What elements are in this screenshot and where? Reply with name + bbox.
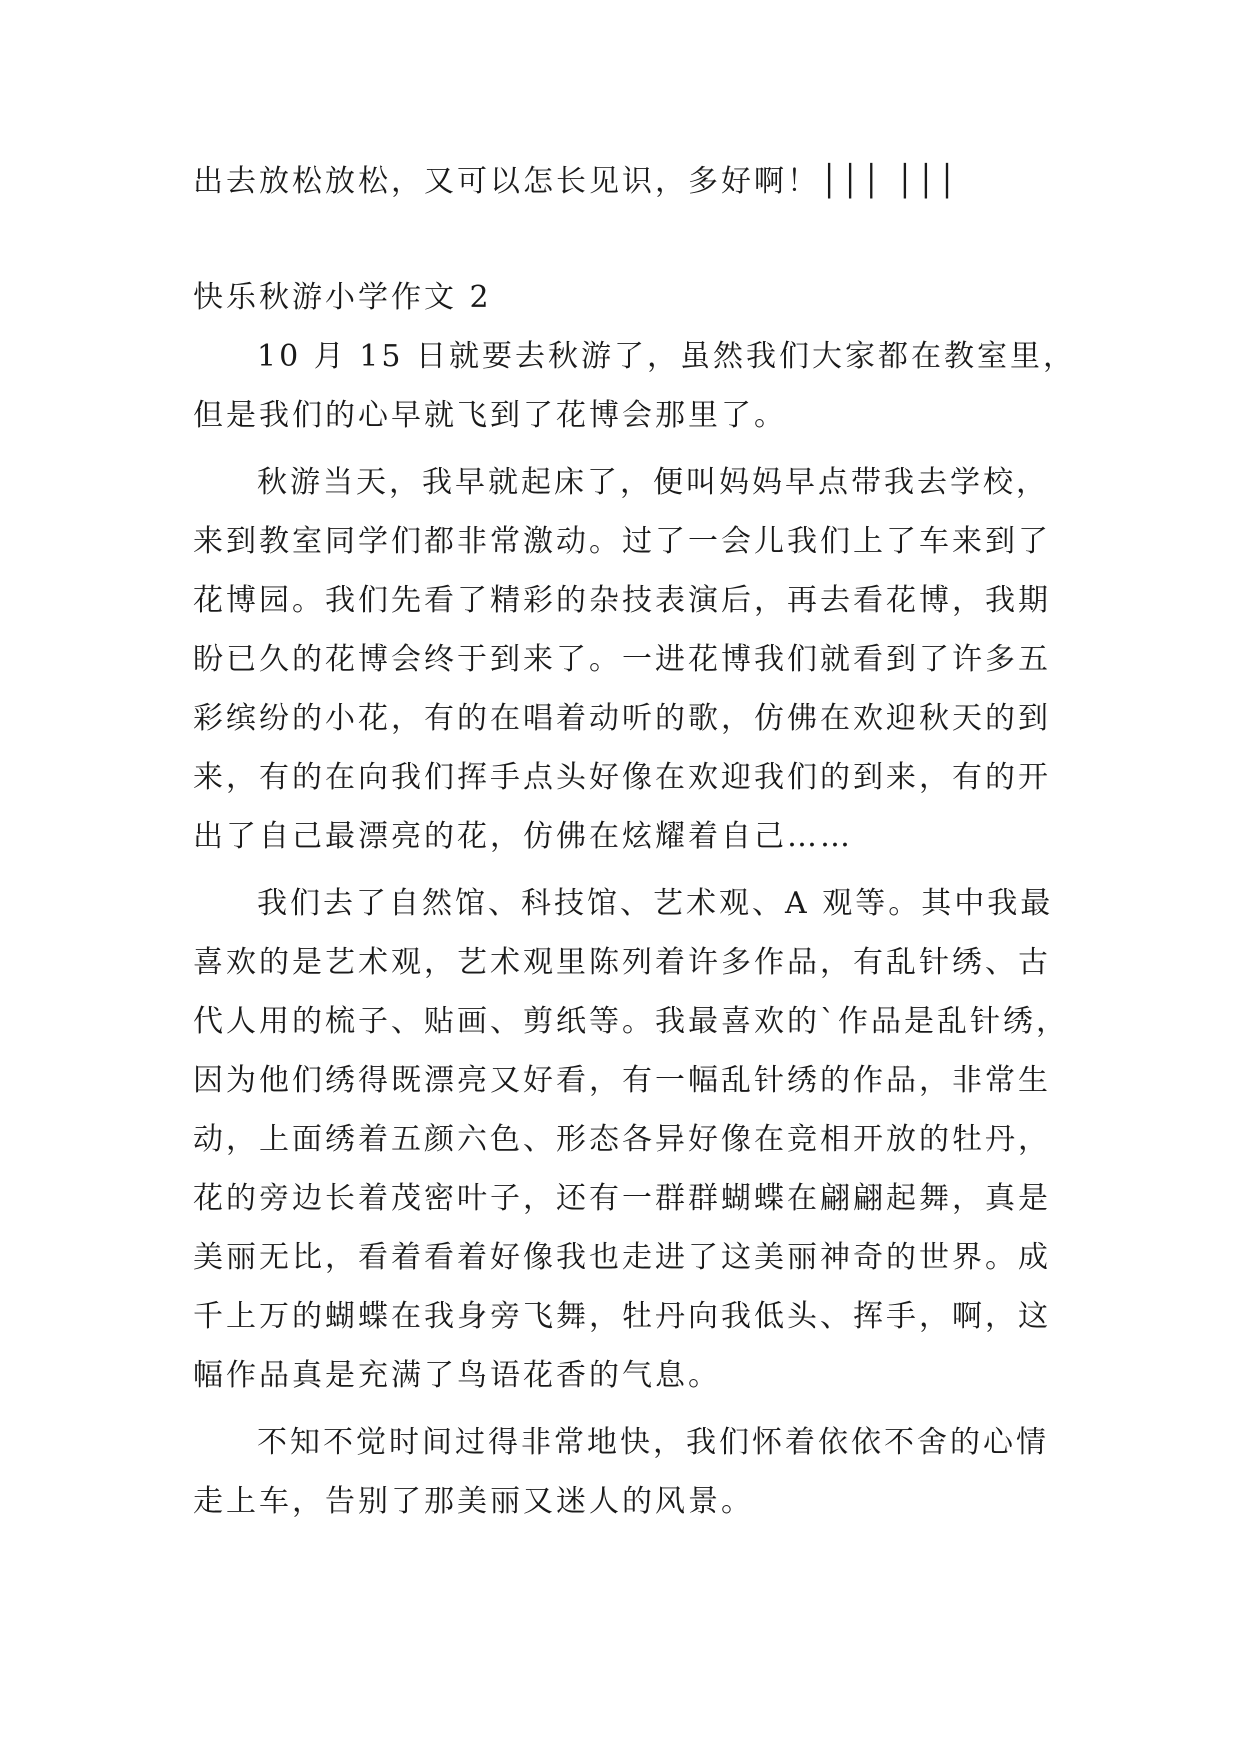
paragraph-line: 幅作品真是充满了鸟语花香的气息。 [193, 1358, 721, 1393]
paragraph-line: 因为他们绣得既漂亮又好看，有一幅乱针绣的作品，非常生 [193, 1063, 1051, 1098]
document-body [193, 152, 1076, 1531]
paragraph-line: 秋游当天，我早就起床了，便叫妈妈早点带我去学校， [257, 465, 1049, 500]
paragraph-4 [193, 1413, 1073, 1531]
paragraph-line: 彩缤纷的小花，有的在唱着动听的歌，仿佛在欢迎秋天的到 [193, 701, 1051, 736]
lead-line: 出去放松放松，又可以怎长见识，多好啊！│││ │││ [193, 164, 959, 199]
paragraph-line: 我们去了自然馆、科技馆、艺术观、A 观等。其中我最 [257, 886, 1054, 921]
paragraph-line: 花博园。我们先看了精彩的杂技表演后，再去看花博，我期 [193, 583, 1051, 618]
paragraph-line: 但是我们的心早就飞到了花博会那里了。 [193, 398, 787, 433]
paragraph-line: 10 月 15 日就要去秋游了，虽然我们大家都在教室里， [257, 339, 1076, 374]
paragraph-line: 走上车，告别了那美丽又迷人的风景。 [193, 1484, 754, 1519]
paragraph-2 [193, 453, 1073, 866]
essay-title: 快乐秋游小学作文 2 [193, 280, 492, 315]
paragraph-line: 盼已久的花博会终于到来了。一进花博我们就看到了许多五 [193, 642, 1051, 677]
paragraph-line: 来，有的在向我们挥手点头好像在欢迎我们的到来，有的开 [193, 760, 1051, 795]
paragraph-line: 动，上面绣着五颜六色、形态各异好像在竞相开放的牡丹， [193, 1122, 1051, 1157]
paragraph-3 [193, 874, 1073, 1405]
paragraph-line: 代人用的梳子、贴画、剪纸等。我最喜欢的`作品是乱针绣， [193, 1004, 1069, 1039]
paragraph-line: 花的旁边长着茂密叶子，还有一群群蝴蝶在翩翩起舞，真是 [193, 1181, 1051, 1216]
paragraph-line: 千上万的蝴蝶在我身旁飞舞，牡丹向我低头、挥手，啊，这 [193, 1299, 1051, 1334]
paragraph-line: 不知不觉时间过得非常地快，我们怀着依依不舍的心情 [257, 1425, 1049, 1460]
paragraph-line: 来到教室同学们都非常激动。过了一会儿我们上了车来到了 [193, 524, 1051, 559]
paragraph-line: 出了自己最漂亮的花，仿佛在炫耀着自己…… [193, 819, 853, 854]
paragraph-line: 喜欢的是艺术观，艺术观里陈列着许多作品，有乱针绣、古 [193, 945, 1051, 980]
paragraph-line: 美丽无比，看着看着好像我也走进了这美丽神奇的世界。成 [193, 1240, 1051, 1275]
paragraph-1 [193, 327, 1076, 445]
